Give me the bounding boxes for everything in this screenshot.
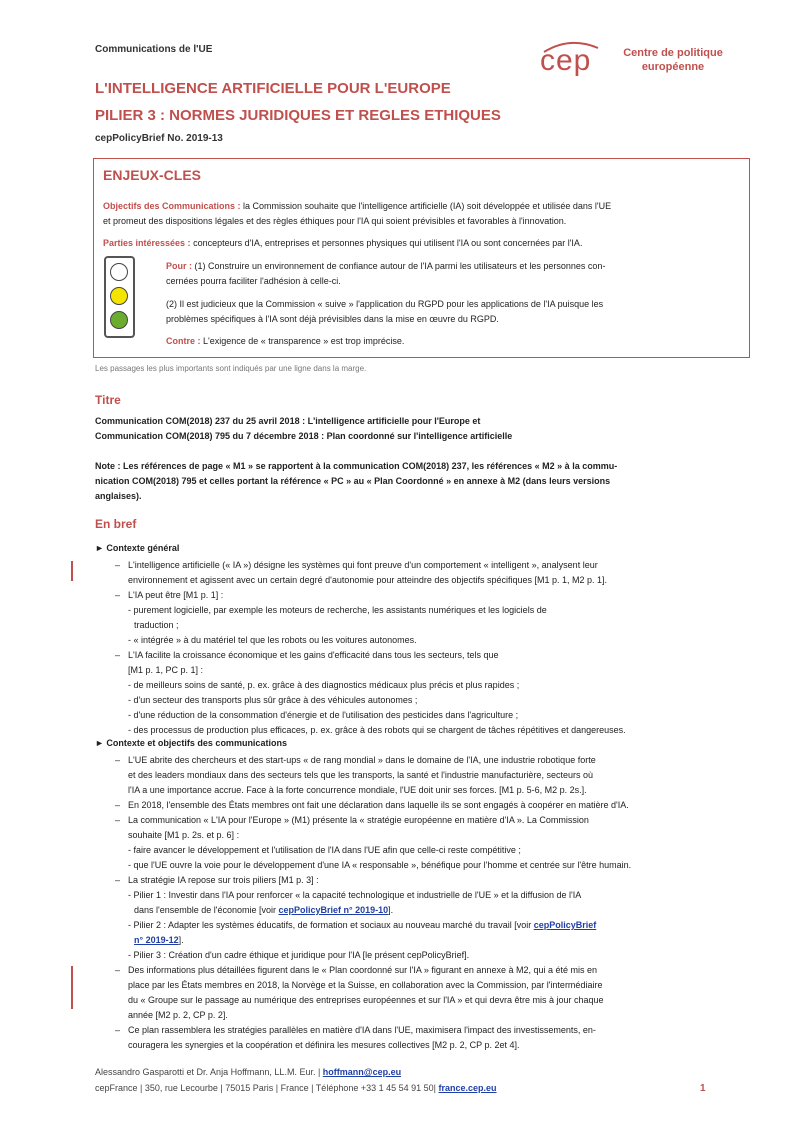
summary-heading: En bref bbox=[95, 517, 137, 531]
list-item: – Des informations plus détaillées figurent dans le « Plan coordonné sur l'IA » figurant en annexe à M2, qui a été mis en place par les États membres en 2018, la Norvège et la Suisse, en collaboration avec la Commission, par l'intermédiaire du « Groupe sur le passage au numérique des entreprises européennes et sur l'IA » et qui devra être mis à jour chaque année [M2 p. 2, CP p. 2]. bbox=[115, 965, 604, 1020]
doc-title: L'INTELLIGENCE ARTIFICIELLE POUR L'EUROPE bbox=[95, 80, 451, 97]
title-note: Note : Les références de page « M1 » se rapportent à la communication COM(2018) 237, les références « M2 » à la commu- nication COM(2018) 795 et celles portant la référence « PC » au « Plan Coordonné » en annexe à M2 (dans leurs versions anglaises). bbox=[95, 461, 618, 501]
pro-paragraph-2: (2) Il est judicieux que la Commission « suive » l'application du RGPD pour les applications de l'IA puisque les problèmes spécifiques à l'IA sont déjà prévisibles dans la mise en œuvre du RGPD. bbox=[166, 299, 604, 324]
policy-brief-number: cepPolicyBrief No. 2019-13 bbox=[95, 133, 223, 144]
key-issues-heading: ENJEUX-CLES bbox=[103, 167, 202, 183]
context-general-heading: ► Contexte général bbox=[95, 543, 180, 553]
pillar-2: - Pilier 2 : Adapter les systèmes éducatifs, de formation et sociaux au nouveau marché du travail [voir cepPolicyBrief n° 2019-12]. bbox=[128, 920, 597, 945]
margin-note: Les passages les plus importants sont indiqués par une ligne dans la marge. bbox=[95, 364, 367, 373]
list-subitem: - d'une réduction de la consommation d'énergie et de l'utilisation des pesticides dans l'agriculture ; bbox=[128, 710, 519, 720]
list-subitem: - purement logicielle, par exemple les moteurs de recherche, les assistants numériques et les logiciels de traduction ; bbox=[128, 605, 547, 630]
light-white bbox=[110, 263, 128, 281]
contra-paragraph: Contre : L'exigence de « transparence » est trop imprécise. bbox=[166, 336, 405, 346]
pillar-1: - Pilier 1 : Investir dans l'IA pour renforcer « la capacité technologique et industrielle de l'UE » et la diffusion de l'IA dans l'ensemble de l'économie [voir cepPolicyBrief n° 2019-10]. bbox=[128, 890, 582, 915]
logo-word: cep bbox=[540, 44, 592, 77]
logo-text: Centre de politique européenne bbox=[623, 47, 723, 73]
context-objectives-heading: ► Contexte et objectifs des communications bbox=[95, 738, 287, 748]
list-item: – Ce plan rassemblera les stratégies parallèles en matière d'IA dans l'UE, maximisera l'impact des investissements, en- couragera les synergies et la coopération et définira les mesures collectives [M2 p. 2, CP p. 2et 4]. bbox=[115, 1025, 596, 1050]
margin-line bbox=[71, 966, 73, 1009]
list-item: – En 2018, l'ensemble des États membres ont fait une déclaration dans laquelle ils se sont engagés à coopérer en matière d'IA. bbox=[115, 800, 629, 810]
list-item: – L'IA peut être [M1 p. 1] : bbox=[115, 590, 224, 600]
list-subitem: - de meilleurs soins de santé, p. ex. grâce à des diagnostics médicaux plus précis et plus rapides ; bbox=[128, 680, 520, 690]
traffic-light-icon bbox=[104, 256, 135, 338]
list-subitem: - que l'UE ouvre la voie pour le développement d'une IA « responsable », bénéfique pour l'homme et centrée sur l'être humain. bbox=[128, 860, 632, 870]
light-yellow bbox=[110, 287, 128, 305]
list-subitem: - d'un secteur des transports plus sûr grâce à des véhicules autonomes ; bbox=[128, 695, 418, 705]
page-number: 1 bbox=[700, 1083, 706, 1094]
website-link[interactable]: france.cep.eu bbox=[438, 1083, 497, 1093]
pro-paragraph: Pour : (1) Construire un environnement de confiance autour de l'IA parmi les utilisateurs et les personnes con- cernées pourra faciliter l'adhésion à celle-ci. bbox=[166, 261, 606, 286]
doc-subtitle: PILIER 3 : NORMES JURIDIQUES ET REGLES ETHIQUES bbox=[95, 107, 501, 124]
list-item: – La stratégie IA repose sur trois piliers [M1 p. 3] : bbox=[115, 875, 319, 885]
footer-authors: Alessandro Gasparotti et Dr. Anja Hoffmann, LL.M. Eur. | hoffmann@cep.eu bbox=[95, 1067, 402, 1077]
list-subitem: - « intégrée » à du matériel tel que les robots ou les voitures autonomes. bbox=[128, 635, 417, 645]
cep-logo bbox=[540, 38, 740, 83]
pillar-3: - Pilier 3 : Création d'un cadre éthique et juridique pour l'IA [le présent cepPolicyBrief]. bbox=[128, 950, 470, 960]
stakeholders-paragraph: Parties intéressées : concepteurs d'IA, entreprises et personnes physiques qui utilisent l'IA ou sont concernées par l'IA. bbox=[103, 238, 583, 248]
list-item: – La communication « L'IA pour l'Europe » (M1) présente la « stratégie européenne en matière d'IA ». La Commission souhaite [M1 p. 2s. et p. 6] : bbox=[115, 815, 589, 840]
list-item: – L'UE abrite des chercheurs et des start-ups « de rang mondial » dans le domaine de l'IA, une industrie robotique forte et des leaders mondiaux dans des secteurs tels que les transports, la santé et l'industrie manufacturière, secteurs où l'IA a une importance accrue. Face à la forte concurrence mondiale, l'UE doit unir ses forces. [M1 p. 5-6, M2 p. 2s.]. bbox=[115, 755, 596, 795]
list-subitem: - des processus de production plus efficaces, p. ex. grâce à des robots qui se chargent de tâches répétitives et dangereuses. bbox=[128, 725, 626, 735]
title-section-text: Communication COM(2018) 237 du 25 avril 2018 : L'intelligence artificielle pour l'Europe et Communication COM(2018) 795 du 7 décembre 2018 : Plan coordonné sur l'intelligence artificielle bbox=[95, 416, 513, 441]
list-item: – L'IA facilite la croissance économique et les gains d'efficacité dans tous les secteurs, tels que [M1 p. 1, PC p. 1] : bbox=[115, 650, 499, 675]
footer-address: cepFrance | 350, rue Lecourbe | 75015 Paris | France | Téléphone +33 1 45 54 91 50| france.cep.eu bbox=[95, 1083, 497, 1093]
policy-brief-link-12-cont[interactable]: n° 2019-12 bbox=[134, 935, 179, 945]
key-issues-box bbox=[93, 158, 750, 358]
title-section-heading: Titre bbox=[95, 393, 121, 407]
objectives-paragraph: Objectifs des Communications : la Commission souhaite que l'intelligence artificielle (IA) soit développée et utilisée dans l'UE et promeut des dispositions légales et des règles éthiques pour l'IA qui soient prévisibles et favorables à l'innovation. bbox=[103, 201, 612, 226]
policy-brief-link-10[interactable]: cepPolicyBrief n° 2019-10 bbox=[278, 905, 389, 915]
list-subitem: - faire avancer le développement et l'utilisation de l'IA dans l'UE afin que celle-ci reste compétitive ; bbox=[128, 845, 521, 855]
list-item: – L'intelligence artificielle (« IA ») désigne les systèmes qui font preuve d'un comportement « intelligent », analysent leur environnement et agissent avec un certain degré d'autonomie pour atteindre des objectifs spécifiques [M1 p. 1, M2 p. 1]. bbox=[115, 560, 607, 585]
margin-line bbox=[71, 561, 73, 581]
author-email-link[interactable]: hoffmann@cep.eu bbox=[322, 1067, 402, 1077]
light-green bbox=[110, 311, 128, 329]
policy-brief-link-12[interactable]: cepPolicyBrief bbox=[533, 920, 597, 930]
header-label: Communications de l'UE bbox=[95, 44, 213, 55]
